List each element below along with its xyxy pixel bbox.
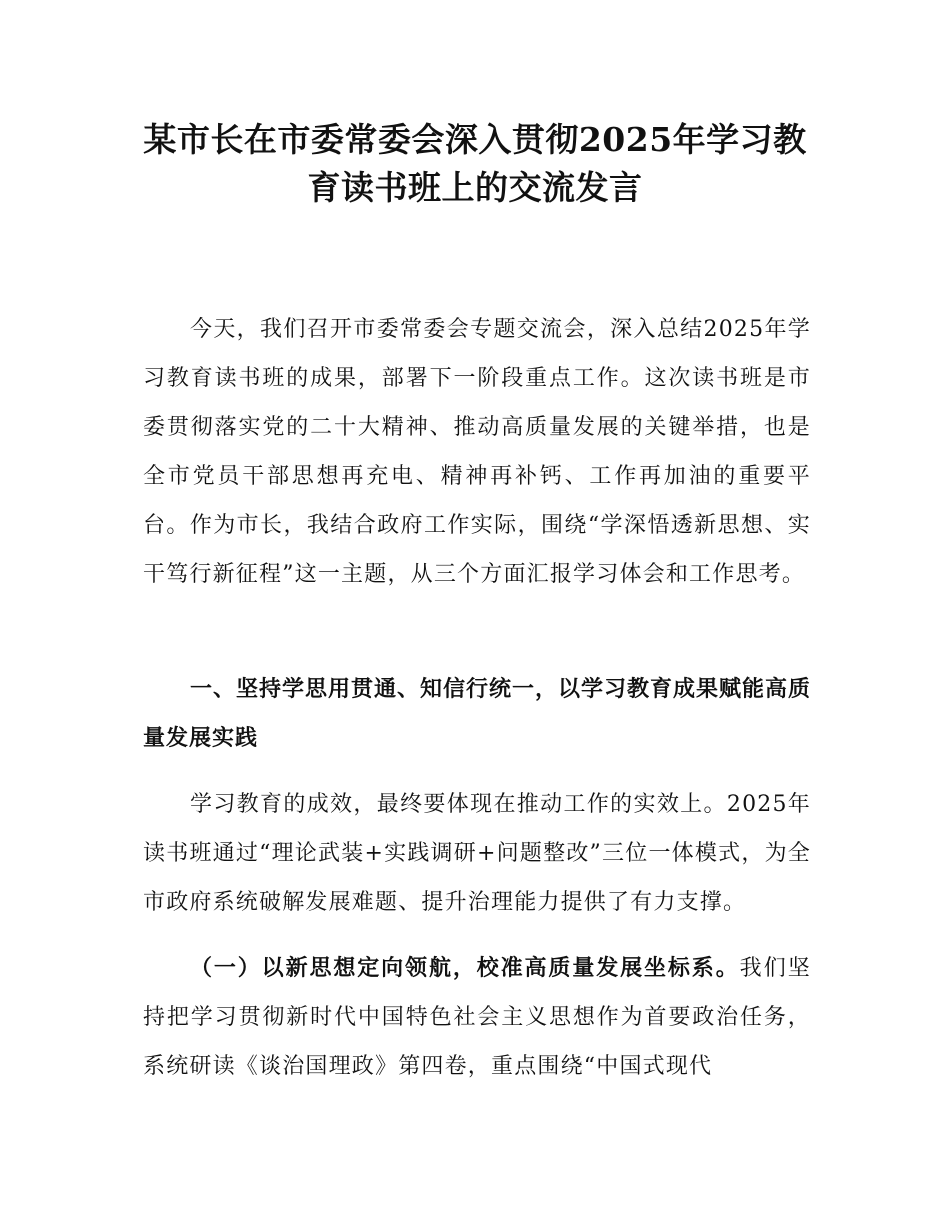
subsection-1-paragraph: [143, 944, 811, 1091]
section-heading-1: 一、坚持学思用贯通、知信行统一，以学习教育成果赋能高质量发展实践: [143, 677, 812, 751]
opening-paragraph: 今天，我们召开市委常委会专题交流会，深入总结2025年学习教育读书班的成果，部署下一阶段重点工作。这次读书班是市委贯彻落实党的二十大精神、推动高质量发展的关键举措，也是全市党员干部思想再充电、精神再补钙、工作再加油的重要平台。作为市长，我结合政府工作实际，围绕“学深悟透新思想、实干笃行新征程”这一主题，从三个方面汇报学习体会和工作思考。: [143, 317, 811, 587]
subsection-1-body-text: 我们坚持把学习贯彻新时代中国特色社会主义思想作为首要政治任务，系统研读《谈治国理政》第四卷，重点围绕“中国式现代: [143, 956, 811, 1079]
section-1-intro-paragraph: 学习教育的成效，最终要体现在推动工作的实效上。2025年读书班通过“理论武装+实践调研+问题整改”三位一体模式，为全市政府系统破解发展难题、提升治理能力提供了有力支撑。: [143, 792, 811, 915]
document-title: 某市长在市委常委会深入贯彻2025年学习教育读书班上的交流发言: [143, 120, 807, 207]
subsection-heading-1: （一）以新思想定向领航，校准高质量发展坐标系。: [190, 956, 740, 981]
